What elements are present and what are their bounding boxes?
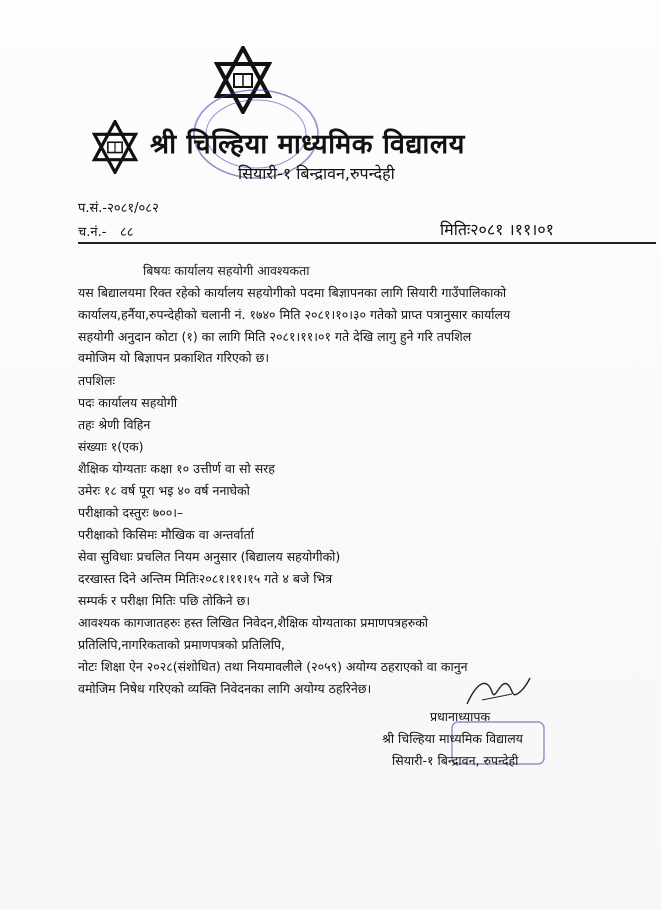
detail-line: संख्याः १(एक): [78, 439, 144, 454]
header-divider: [78, 242, 656, 244]
detail-line: तपशिलः: [78, 373, 115, 388]
detail-line: सम्पर्क र परीक्षा मितिः पछि तोकिने छ।: [78, 593, 251, 608]
detail-line: नोटः शिक्षा ऐन २०२८(संशोधित) तथा नियमावलीले (२०५९) अयोग्य ठहराएको वा कानुन: [78, 659, 468, 674]
detail-line: वमोजिम निषेध गरिएको व्यक्ति निवेदनका लागि अयोग्य ठहरिनेछ।: [78, 681, 372, 696]
signature-address: सियारी-१ बिन्द्रावन, रुपन्देही: [392, 753, 519, 768]
detail-line: प्रतिलिपि,नागरिकताको प्रमाणपत्रको प्रतिलिपि,: [78, 637, 286, 652]
signature-designation: प्रधानाध्यापक: [430, 709, 491, 724]
detail-line: परीक्षाको दस्तुरः ७००।–: [78, 505, 184, 520]
detail-line: तहः श्रेणी विहिन: [78, 417, 151, 432]
detail-line: उमेरः १८ वर्ष पूरा भइ ४० वर्ष ननाघेको: [78, 483, 250, 498]
school-address: सियारी-१ बिन्द्रावन,रुपन्देही: [238, 164, 395, 183]
signature-scribble-icon: [462, 672, 532, 712]
chn-label: च.नं.-: [78, 225, 107, 240]
small-star-logo-icon: [92, 120, 138, 174]
detail-line: शैक्षिक योग्यताः कक्षा १० उत्तीर्ण वा सो सरह: [78, 461, 275, 476]
ps-number: प.सं.-२०८१/०८२: [78, 201, 159, 216]
signature-school: श्री चिल्हिया माध्यमिक विद्यालय: [382, 731, 523, 746]
body-line: कार्यालय,हर्नैया,रुपन्देहीको चलानी नं. १७४० मिति २०८१।१०।३० गतेको प्राप्त पत्रानुसार कार्यालय: [78, 307, 511, 322]
letter-date: मितिः२०८१ ।११।०१: [440, 220, 554, 239]
letter-subject: बिषयः कार्यालय सहयोगी आवश्यकता: [143, 263, 310, 278]
detail-line: आवश्यक कागजातहरुः हस्त लिखित निवेदन,शैक्षिक योग्यताका प्रमाणपत्रहरुको: [78, 615, 429, 630]
detail-line: पदः कार्यालय सहयोगी: [78, 395, 178, 410]
body-line: यस बिद्यालयमा रिक्त रहेको कार्यालय सहयोगीको पदमा बिज्ञापनका लागि सियारी गाउँपालिकाको: [78, 285, 507, 300]
detail-line: दरखास्त दिने अन्तिम मितिः२०८१।११।१५ गते ४ बजे भित्र: [78, 571, 333, 586]
detail-line: सेवा सुविधाः प्रचलित नियम अनुसार (बिद्यालय सहयोगीको): [78, 549, 341, 564]
body-line: वमोजिम यो बिज्ञापन प्रकाशित गरिएको छ।: [78, 350, 270, 365]
school-name: श्री चिल्हिया माध्यमिक विद्यालय: [150, 129, 465, 160]
chn-value: ८८: [120, 225, 134, 240]
body-line: सहयोगी अनुदान कोटा (१) का लागि मिति २०८१।११।०१ गते देखि लागु हुने गरि तपशिल: [78, 329, 472, 344]
detail-line: परीक्षाको किसिमः मौखिक वा अन्तर्वार्ता: [78, 527, 254, 542]
